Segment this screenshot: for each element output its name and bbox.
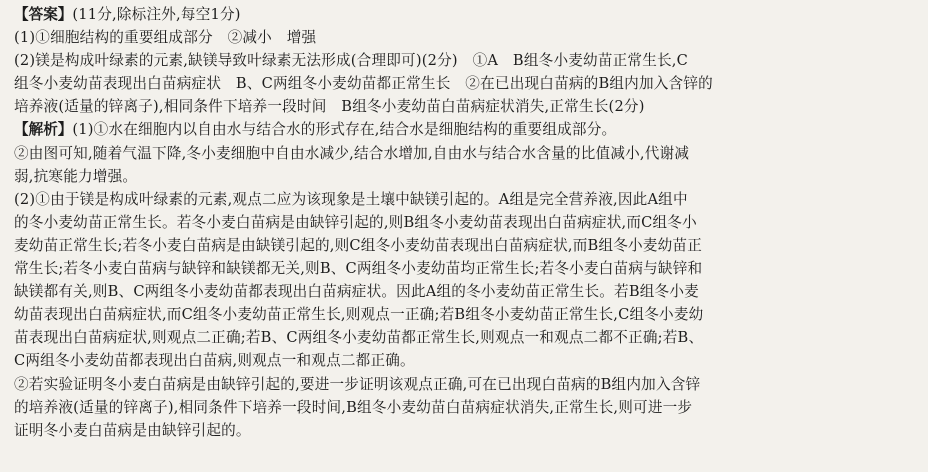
analysis-line-3: 弱,抗寒能力增强。 [14, 167, 138, 185]
analysis-line-1: (1)①水在细胞内以自由水与结合水的形式存在,结合水是细胞结构的重要组成部分。 [72, 121, 617, 139]
analysis-line-10: 苗表现出白苗病症状,则观点二正确;若B、C两组冬小麦幼苗都正常生长,则观点一和观点二都不正确;若B、 [14, 329, 704, 347]
answer-tag: 【答案】 [14, 6, 73, 23]
analysis-line-14: 证明冬小麦白苗病是由缺锌引起的。 [14, 421, 251, 439]
answer-scoring-note: (11分,除标注外,每空1分) [72, 6, 241, 23]
analysis-tag: 【解析】 [14, 121, 73, 139]
analysis-line-8: 缺镁都有关,则B、C两组冬小麦幼苗都表现出白苗病症状。因此A组的冬小麦幼苗正常生长。若B组冬小麦 [14, 283, 699, 301]
analysis-line-5: 的冬小麦幼苗正常生长。若冬小麦白苗病是由缺锌引起的,则B组冬小麦幼苗表现出白苗病症状,而C组冬小 [14, 213, 697, 231]
analysis-line-2: ②由图可知,随着气温下降,冬小麦细胞中自由水减少,结合水增加,自由水与结合水含量的比值减小,代谢减 [14, 144, 690, 162]
analysis-line-12: ②若实验证明冬小麦白苗病是由缺锌引起的,要进一步证明该观点正确,可在已出现白苗病的B组内加入含锌 [14, 375, 701, 393]
analysis-line-11: C两组冬小麦幼苗都表现出白苗病,则观点一和观点二都正确。 [14, 352, 415, 370]
analysis-line-4: (2)①由于镁是构成叶绿素的元素,观点二应为该现象是土壤中缺镁引起的。A组是完全营养液,因此A组中 [14, 190, 688, 208]
answer-line-5: 培养液(适量的锌离子),相同条件下培养一段时间 B组冬小麦幼苗白苗病症状消失,正常生长(2分) [14, 98, 645, 116]
analysis-line-9: 幼苗表现出白苗病症状,而C组冬小麦幼苗正常生长,则观点一正确;若B组冬小麦幼苗正常生长,C组冬小麦幼 [14, 306, 704, 324]
answer-line-4: 组冬小麦幼苗表现出白苗病症状 B、C两组冬小麦幼苗都正常生长 ②在已出现白苗病的B组内加入含锌的 [14, 75, 713, 93]
analysis-header-line [14, 118, 918, 141]
analysis-line-7: 常生长;若冬小麦白苗病与缺锌和缺镁都无关,则B、C两组冬小麦幼苗均正常生长;若冬小麦白苗病与缺锌和 [14, 260, 703, 278]
answer-line-3: (2)镁是构成叶绿素的元素,缺镁导致叶绿素无法形成(合理即可)(2分) ①A B组冬小麦幼苗正常生长,C [14, 52, 688, 70]
answer-line-2: (1)①细胞结构的重要组成部分 ②减小 增强 [14, 29, 317, 47]
analysis-line-13: 的培养液(适量的锌离子),相同条件下培养一段时间,B组冬小麦幼苗白苗病症状消失,正常生长,则可进一步 [14, 398, 693, 416]
answer-header-line [14, 3, 918, 26]
analysis-line-6: 麦幼苗正常生长;若冬小麦白苗病是由缺镁引起的,则C组冬小麦幼苗表现出白苗病症状,而B组冬小麦幼苗正 [14, 236, 703, 254]
